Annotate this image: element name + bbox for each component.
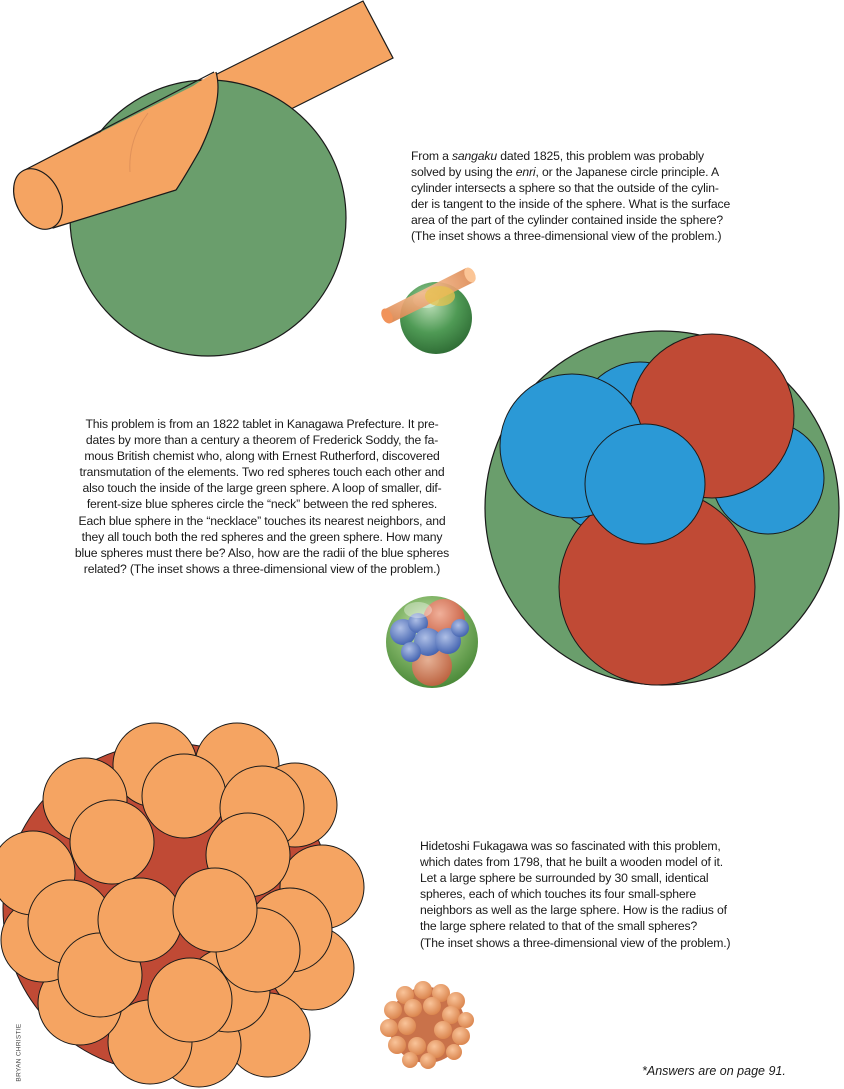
answers-footnote: *Answers are on page 91. [642, 1064, 786, 1078]
problem-2-text [60, 416, 464, 577]
small-sphere [70, 800, 154, 884]
small-sphere [148, 958, 232, 1042]
problem-2-line: blue spheres must there be? Also, how are the radii of the blue spheres [74, 545, 450, 560]
problem-3-line: Let a large sphere be surrounded by 30 small, identical [420, 871, 709, 886]
problem-3-text [420, 838, 730, 951]
inset-3d-soddy-hexlet [386, 596, 478, 688]
problem-3-line: (The inset shows a three-dimensional view of the problem.) [420, 935, 731, 950]
illustrator-credit: BRYAN CHRISTIE [15, 1023, 23, 1082]
problem-2-line: mous British chemist who, along with Ernest Rutherford, discovered [84, 449, 440, 464]
problem-3-line: neighbors as well as the large sphere. How is the radius of [420, 903, 727, 918]
small-sphere [142, 754, 226, 838]
problem-3-line: the large sphere related to that of the small spheres? [420, 919, 698, 934]
problem-1-line: cylinder intersects a sphere so that the outside of the cylin- [411, 181, 719, 196]
problem-2-line: dates by more than a century a theorem of Frederick Soddy, the fa- [85, 433, 439, 448]
inset-3d-cylinder-sphere [379, 266, 478, 354]
problem-3-line: Hidetoshi Fukagawa was so fascinated with this problem, [420, 839, 721, 853]
cylinder-sphere-diagram [4, 1, 393, 356]
problem-1-line: From a sangaku dated 1825, this problem was probably [411, 149, 705, 163]
thirty-spheres-diagram [0, 723, 364, 1087]
problem-2-line: transmutation of the elements. Two red spheres touch each other and [79, 465, 445, 480]
problem-2-line: This problem is from an 1822 tablet in Kanagawa Prefecture. It pre- [85, 417, 439, 431]
blue-sphere-front [585, 424, 705, 544]
problem-2-line: ferent-size blue spheres circle the “neck” between the red spheres. [86, 497, 438, 512]
problem-3-line: spheres, each of which touches its four small-sphere [420, 887, 697, 902]
small-sphere [98, 878, 182, 962]
problem-2-line: Each blue sphere in the “necklace” touches its nearest neighbors, and [78, 513, 446, 528]
small-sphere [173, 868, 257, 952]
problem-2-line: they all touch both the red spheres and the green sphere. How many [81, 529, 443, 544]
problem-2-line: related? (The inset shows a three-dimensional view of the problem.) [83, 561, 441, 576]
problem-1-line: area of the part of the cylinder contained inside the sphere? [411, 213, 723, 228]
problem-1-line: (The inset shows a three-dimensional view of the problem.) [411, 229, 722, 244]
inset-3d-thirty-spheres [380, 981, 474, 1069]
soddy-hexlet-diagram [485, 331, 839, 685]
problem-1-text [411, 148, 730, 245]
problem-3-line: which dates from 1798, that he built a wooden model of it. [420, 855, 723, 870]
problem-2-line: also touch the inside of the large green sphere. A loop of smaller, dif- [82, 481, 442, 496]
problem-1-line: solved by using the enri, or the Japanese circle principle. A [411, 165, 719, 180]
problem-1-line: der is tangent to the inside of the sphere. What is the surface [411, 197, 731, 212]
